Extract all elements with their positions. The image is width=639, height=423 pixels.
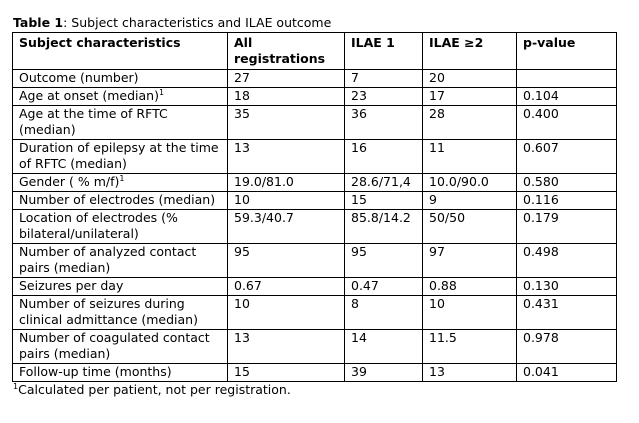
- table-cell: 36: [345, 106, 423, 140]
- table-cell: 10.0/90.0: [423, 174, 517, 192]
- row-label: [13, 244, 228, 278]
- table-row: [13, 330, 617, 364]
- table-cell: 20: [423, 70, 517, 88]
- header-subject-characteristics: Subject characteristics: [13, 33, 228, 70]
- footnote-mark: 1: [13, 382, 19, 391]
- table-cell: 27: [228, 70, 345, 88]
- table-caption: [13, 15, 331, 31]
- row-label-text: Follow-up time (months): [19, 364, 172, 379]
- row-label: [13, 70, 228, 88]
- table-cell: 85.8/14.2: [345, 210, 423, 244]
- table-row: [13, 140, 617, 174]
- row-label: [13, 296, 228, 330]
- table-row: [13, 244, 617, 278]
- table-cell: 0.88: [423, 278, 517, 296]
- row-label: [13, 88, 228, 106]
- row-label-text: Age at onset (median): [19, 88, 159, 103]
- table-cell: 0.498: [517, 244, 617, 278]
- table-cell: 0.580: [517, 174, 617, 192]
- table-footnote: [13, 382, 291, 398]
- table-cell: 0.130: [517, 278, 617, 296]
- table-cell: 95: [228, 244, 345, 278]
- table-row: [13, 210, 617, 244]
- table-row: [13, 174, 617, 192]
- table-cell: 13: [228, 140, 345, 174]
- table-cell: 13: [228, 330, 345, 364]
- row-label: [13, 174, 228, 192]
- header-ilae-2-plus: ILAE ≥2: [423, 33, 517, 70]
- table-cell: 95: [345, 244, 423, 278]
- row-label-footnote-mark: 1: [119, 174, 125, 183]
- table-cell: 0.400: [517, 106, 617, 140]
- table-cell: 28: [423, 106, 517, 140]
- table-body: [13, 70, 617, 382]
- row-label: [13, 278, 228, 296]
- table-cell: 50/50: [423, 210, 517, 244]
- table-cell: 9: [423, 192, 517, 210]
- table-cell: 10: [228, 192, 345, 210]
- row-label: [13, 330, 228, 364]
- row-label: [13, 140, 228, 174]
- table-cell: 7: [345, 70, 423, 88]
- table-cell: 15: [345, 192, 423, 210]
- row-label-text: Seizures per day: [19, 278, 124, 293]
- header-ilae-1: ILAE 1: [345, 33, 423, 70]
- table-row: [13, 278, 617, 296]
- table-cell: 10: [228, 296, 345, 330]
- table-row: [13, 70, 617, 88]
- table-cell: 0.67: [228, 278, 345, 296]
- table-cell: 0.47: [345, 278, 423, 296]
- table-cell: 0.041: [517, 364, 617, 382]
- table-cell: 8: [345, 296, 423, 330]
- table-cell: 11.5: [423, 330, 517, 364]
- table-header-row: [13, 33, 617, 70]
- table-cell: 11: [423, 140, 517, 174]
- row-label-text: Gender ( % m/f): [19, 174, 120, 189]
- table-cell: 35: [228, 106, 345, 140]
- row-label-text: Number of analyzed contact pairs (median): [19, 244, 197, 275]
- row-label-text: Duration of epilepsy at the time of RFTC (median): [19, 140, 219, 171]
- footnote-text: Calculated per patient, not per registration.: [18, 382, 291, 397]
- table-row: [13, 88, 617, 106]
- table-cell: 18: [228, 88, 345, 106]
- table-cell: 17: [423, 88, 517, 106]
- row-label-text: Number of seizures during clinical admittance (median): [19, 296, 198, 327]
- row-label-text: Outcome (number): [19, 70, 139, 85]
- table-cell: 28.6/71,4: [345, 174, 423, 192]
- table-cell: 97: [423, 244, 517, 278]
- table-cell: 19.0/81.0: [228, 174, 345, 192]
- table-cell: 59.3/40.7: [228, 210, 345, 244]
- row-label: [13, 192, 228, 210]
- header-p-value: p-value: [517, 33, 617, 70]
- table-cell: [517, 70, 617, 88]
- table-cell: 14: [345, 330, 423, 364]
- row-label: [13, 210, 228, 244]
- row-label-text: Age at the time of RFTC (median): [19, 106, 168, 137]
- table-row: [13, 364, 617, 382]
- table-cell: 39: [345, 364, 423, 382]
- subject-characteristics-table: [12, 32, 617, 382]
- table-cell: 10: [423, 296, 517, 330]
- table-caption-label: Table 1: [13, 15, 64, 30]
- row-label-footnote-mark: 1: [158, 88, 165, 97]
- table-cell: 23: [345, 88, 423, 106]
- row-label-text: Number of electrodes (median): [19, 192, 216, 207]
- table-row: [13, 192, 617, 210]
- row-label: [13, 364, 228, 382]
- table-cell: 0.978: [517, 330, 617, 364]
- table-cell: 0.179: [517, 210, 617, 244]
- row-label: [13, 106, 228, 140]
- table-row: [13, 106, 617, 140]
- table-cell: 0.104: [517, 88, 617, 106]
- table-cell: 16: [345, 140, 423, 174]
- table-cell: 0.431: [517, 296, 617, 330]
- table-cell: 13: [423, 364, 517, 382]
- table-cell: 0.116: [517, 192, 617, 210]
- table-cell: 15: [228, 364, 345, 382]
- row-label-text: Location of electrodes (% bilateral/unilateral): [19, 210, 178, 241]
- header-all-registrations: All registrations: [228, 33, 345, 70]
- row-label-text: Number of coagulated contact pairs (median): [19, 330, 210, 361]
- table-caption-text: : Subject characteristics and ILAE outcome: [63, 15, 332, 30]
- table-cell: 0.607: [517, 140, 617, 174]
- table-row: [13, 296, 617, 330]
